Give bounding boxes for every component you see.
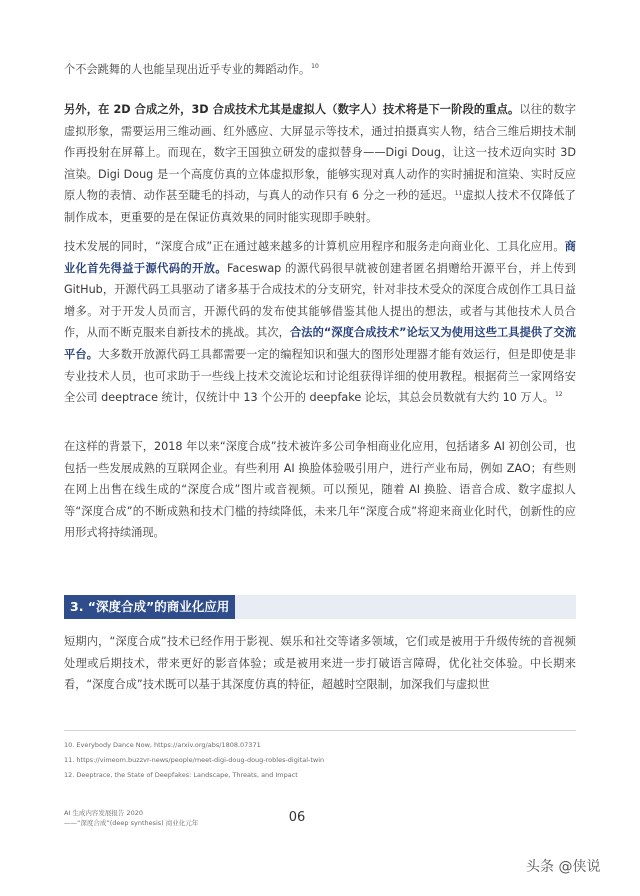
paragraph-1	[64, 59, 576, 81]
footnote-divider	[64, 730, 576, 731]
paragraph-3-text-b: Faceswap 的源代码很早就被创建者匿名捐赠给开源平台，并上传到 GitHub，开源代码工具驱动了诸多基于合成技术的分支研究，针对非技术受众的深度合成创作工具日益增多。对于开发人员而言，开源代码的发布使其能够借鉴其他人提出的想法，或者与其他技术人员合作，从而不断克服来自新技术的挑战。其次，	[64, 261, 576, 340]
paragraph-3-highlight-a: 商业化首先得益于源代码的开放。	[64, 240, 576, 275]
section-heading: 3. “深度合成”的商业化应用	[64, 595, 235, 619]
footer-report-subtitle: ——“深度合成”(deep synthesis) 商业化元年	[64, 819, 199, 827]
paragraph-5	[64, 631, 576, 696]
paragraph-5-text: 短期内，“深度合成”技术已经作用于影视、娱乐和社交等诸多领域，它们或是被用于升级传统的音视频处理或后期技术，带来更好的影音体验；或是被用来进一步打破语言障碍，优化社交体验。中长期来看，“深度合成”技术既可以基于其深度仿真的特征，超越时空限制，加深我们与虚拟世	[64, 635, 576, 692]
paragraph-1-text: 个不会跳舞的人也能呈现出近乎专业的舞蹈动作。	[64, 63, 311, 76]
footnote-11: 11. https://vimeom.buzzvr-news/people/meet-digi-doug-doug-robles-digital-twin	[64, 756, 325, 764]
paragraph-3-text-a: 技术发展的同时，“深度合成”正在通过越来越多的计算机应用程序和服务走向商业化、工具化应用。	[64, 240, 565, 253]
footnote-ref-11: 11	[454, 189, 463, 197]
paragraph-3-highlight-b: 合法的“深度合成技术”论坛又为使用这些工具提供了交流平台。	[64, 326, 576, 361]
paragraph-2-text: 以往的数字虚拟形象，需要运用三维动画、红外感应、大屏显示等技术，通过拍摄真实人物，结合三维后期技术制作再投射在屏幕上。而现在，数字王国独立研发的虚拟替身——Digi Doug，让这一技术迈向实时 3D 渲染。Digi Doug 是一个高度仿真的立体虚拟形象，能够实现对真人动作的实时捕捉和渲染、实时反应原人物的表情、动作甚至睫毛的抖动，与真人的动作只有 6 分之一秒的延迟。	[64, 103, 576, 203]
paragraph-3-text-c: 大多数开放源代码工具都需要一定的编程知识和强大的图形处理器才能有效运行，但是即使是非专业技术人员，也可求助于一些线上技术交流论坛和讨论组获得详细的使用教程。根据荷兰一家网络安全公司 deeptrace 统计，仅统计中 13 个公开的 deepfake 论坛，其总会员数就有大约 10 万人。	[64, 347, 576, 405]
running-footer	[64, 808, 198, 828]
paragraph-3	[64, 236, 576, 409]
footnote-12: 12. Deeptrace, the State of Deepfakes: Landscape, Threats, and Impact	[64, 771, 298, 779]
footer-report-title: AI 生成内容发展报告 2020	[64, 809, 144, 817]
footnote-ref-12: 12	[554, 391, 563, 399]
paragraph-2-lead: 另外，在 2D 合成之外，3D 合成技术尤其是虚拟人（数字人）技术将是下一阶段的重点。	[64, 103, 520, 116]
footnote-ref-10: 10	[311, 63, 319, 71]
paragraph-4	[64, 436, 576, 544]
watermark: 头条 @侠说	[526, 859, 601, 875]
paragraph-2	[64, 99, 576, 229]
page-number: 06	[288, 810, 306, 825]
paragraph-2-text-end: 虚拟人技术不仅降低了制作成本，更重要的是在保证仿真效果的同时能实现即手映射。	[64, 189, 576, 224]
footnote-10: 10. Everybody Dance Now, https://arxiv.org/abs/1808.07371	[64, 741, 261, 749]
paragraph-4-text: 在这样的背景下，2018 年以来“深度合成”技术被许多公司争相商业化应用，包括诸多 AI 初创公司，也包括一些发展成熟的互联网企业。有些利用 AI 换脸体验吸引用户，进行产业布局，例如 ZAO；有些则在网上出售在线生成的“深度合成”图片或音视频。可以预见，随着 AI 换脸、语音合成、数字虚拟人等“深度合成”的不断成熟和技术门槛的持续降低，未来几年“深度合成”将迎来商业化时代，创新性的应用形式将持续涌现。	[64, 440, 576, 540]
